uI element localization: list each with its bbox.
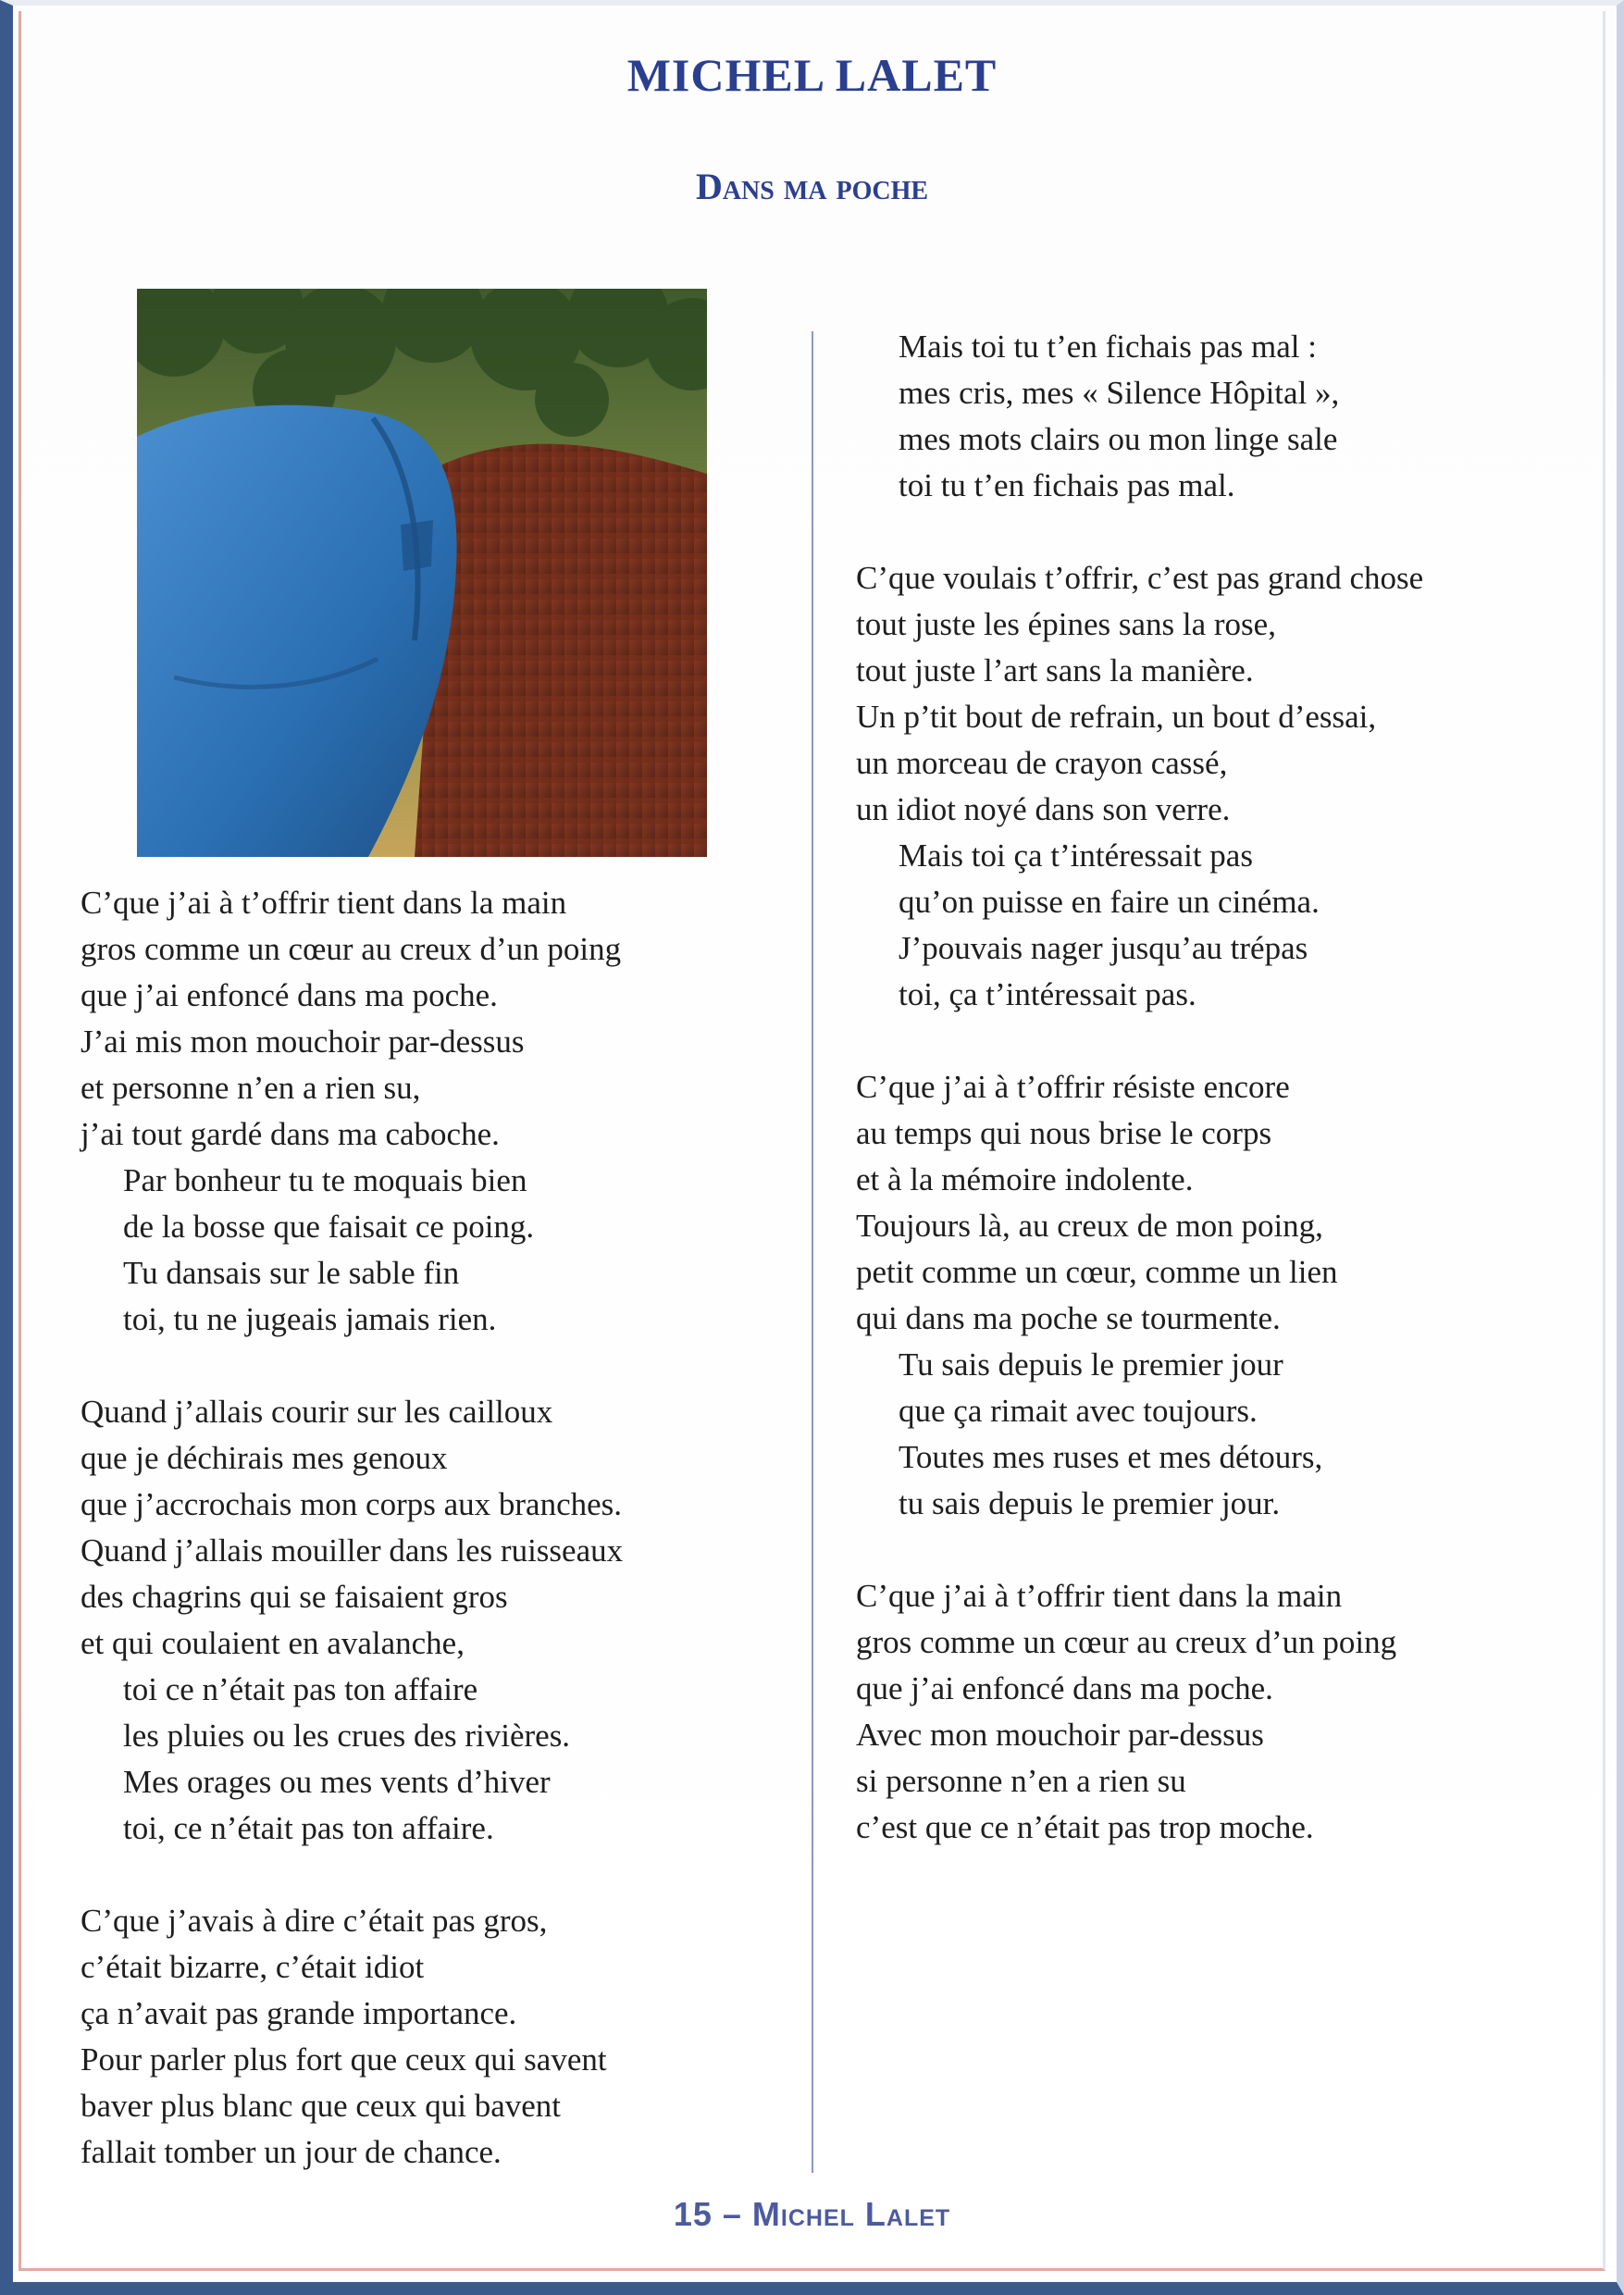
verse-line: un idiot noyé dans son verre. [856,791,1231,827]
verse-line: Tu dansais sur le sable fin [123,1255,460,1291]
poem-column-left [81,880,784,2222]
verse-line: C’que j’avais à dire c’était pas gros, [81,1903,548,1939]
verse-line: ça n’avait pas grande importance. [81,1995,517,2031]
verse-line: Mes orages ou mes vents d’hiver [123,1764,551,1800]
jeans-pocket [401,520,433,571]
verse-line: Quand j’allais courir sur les cailloux [81,1394,553,1430]
verse-line: Mais toi tu t’en fichais pas mal : [899,329,1317,365]
verse-line: de la bosse que faisait ce poing. [123,1209,535,1245]
poem-column-right [856,324,1578,1897]
verse-line: tout juste l’art sans la manière. [856,652,1254,688]
illustration-image [137,289,707,857]
verse-line: J’ai mis mon mouchoir par-dessus [81,1023,525,1060]
verse-line: qui dans ma poche se tourmente. [856,1300,1281,1336]
verse-line: C’que j’ai à t’offrir résiste encore [856,1069,1290,1105]
verse-line: J’pouvais nager jusqu’au trépas [899,930,1308,966]
verse-line: baver plus blanc que ceux qui bavent [81,2088,561,2124]
verse-line: Pour parler plus fort que ceux qui savent [81,2041,607,2078]
verse-line: Tu sais depuis le premier jour [899,1346,1283,1383]
verse-line: C’que j’ai à t’offrir tient dans la main [81,885,567,921]
verse-line: petit comme un cœur, comme un lien [856,1254,1338,1290]
verse-line: Mais toi ça t’intéressait pas [899,837,1253,874]
footer-author: Michel Lalet [751,2195,951,2233]
stanza [81,1389,784,1852]
verse-line: qu’on puisse en faire un cinéma. [899,884,1320,920]
column-divider [812,331,813,2173]
brown-sweater [415,444,707,857]
verse-line: fallait tomber un jour de chance. [81,2134,502,2170]
verse-line: au temps qui nous brise le corps [856,1115,1272,1151]
verse-line: un morceau de crayon cassé, [856,745,1228,781]
page-footer [0,2195,1624,2234]
stanza [856,1064,1578,1527]
verse-line: et qui coulaient en avalanche, [81,1625,465,1661]
verse-line: toi, ce n’était pas ton affaire. [123,1810,494,1846]
verse-line: tu sais depuis le premier jour. [899,1485,1281,1521]
verse-line: Toujours là, au creux de mon poing, [856,1208,1323,1244]
verse-line: que je déchirais mes genoux [81,1440,448,1476]
verse-line: toi tu t’en fichais pas mal. [899,467,1235,503]
verse-line: Par bonheur tu te moquais bien [123,1162,527,1198]
verse-line: si personne n’en a rien su [856,1763,1186,1799]
verse-line: gros comme un cœur au creux d’un poing [856,1624,1397,1660]
verse-line: que j’accrochais mon corps aux branches. [81,1486,623,1522]
verse-line: mes cris, mes « Silence Hôpital », [899,375,1340,411]
verse-line: Quand j’allais mouiller dans les ruisseaux [81,1532,624,1569]
verse-line: tout juste les épines sans la rose, [856,606,1276,642]
footer-separator: – [722,2195,742,2233]
verse-line: C’que j’ai à t’offrir tient dans la main [856,1578,1343,1614]
verse-line: des chagrins qui se faisaient gros [81,1579,508,1615]
verse-line: que j’ai enfoncé dans ma poche. [856,1670,1273,1706]
poem-illustration [137,289,707,857]
verse-line: les pluies ou les crues des rivières. [123,1718,571,1754]
stanza [856,555,1578,1018]
verse-line: c’était bizarre, c’était idiot [81,1949,425,1985]
stanza [81,1898,784,2176]
verse-line: Avec mon mouchoir par-dessus [856,1717,1264,1753]
verse-line: gros comme un cœur au creux d’un poing [81,931,622,967]
verse-line: toi, ça t’intéressait pas. [899,976,1196,1012]
verse-line: Toutes mes ruses et mes détours, [899,1439,1323,1475]
verse-line: et personne n’en a rien su, [81,1070,421,1106]
verse-line: mes mots clairs ou mon linge sale [899,421,1338,457]
verse-line: que j’ai enfoncé dans ma poche. [81,977,498,1013]
stanza [81,880,784,1343]
verse-line: c’est que ce n’était pas trop moche. [856,1809,1314,1845]
verse-line: toi ce n’était pas ton affaire [123,1671,478,1707]
stanza [856,1573,1578,1851]
stanza [856,324,1578,509]
verse-line: toi, tu ne jugeais jamais rien. [123,1301,497,1337]
verse-line: C’que voulais t’offrir, c’est pas grand chose [856,560,1424,596]
verse-line: Un p’tit bout de refrain, un bout d’essai, [856,699,1377,735]
verse-line: j’ai tout gardé dans ma caboche. [81,1116,500,1152]
author-heading: MICHEL LALET [626,49,998,101]
verse-line: et à la mémoire indolente. [856,1161,1194,1197]
poem-title: Dans ma poche [695,166,929,207]
verse-line: que ça rimait avec toujours. [899,1393,1258,1429]
page-number: 15 [673,2195,713,2233]
